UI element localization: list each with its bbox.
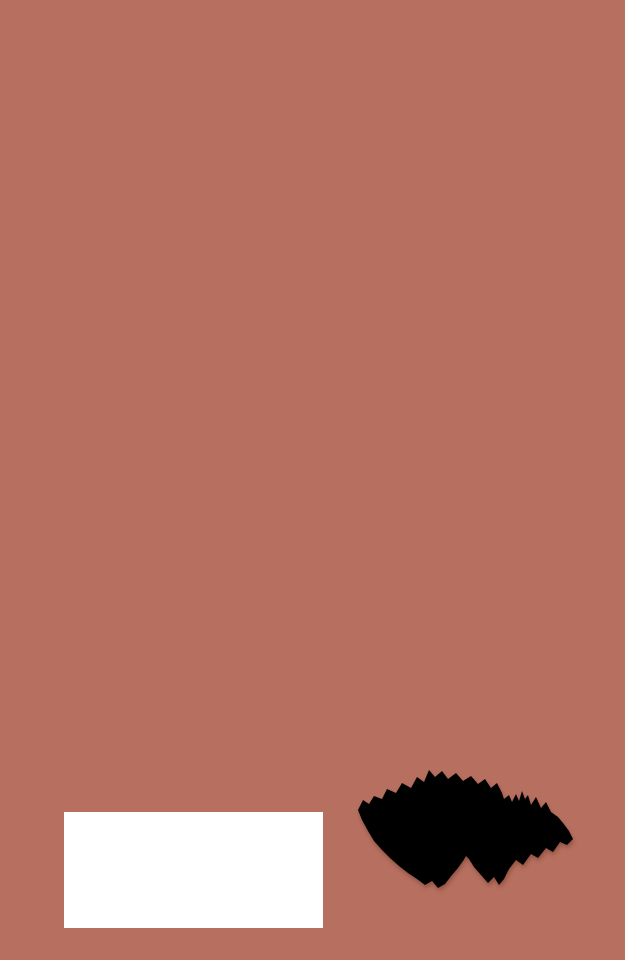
barcode-bars [64, 812, 323, 928]
country-outline [358, 770, 573, 888]
isbn-barcode [64, 812, 323, 928]
edge-artifact-bottom [621, 851, 625, 861]
czech-map-silhouette [358, 770, 573, 888]
czech-map [355, 755, 625, 960]
edge-artifact-top [617, 765, 625, 772]
